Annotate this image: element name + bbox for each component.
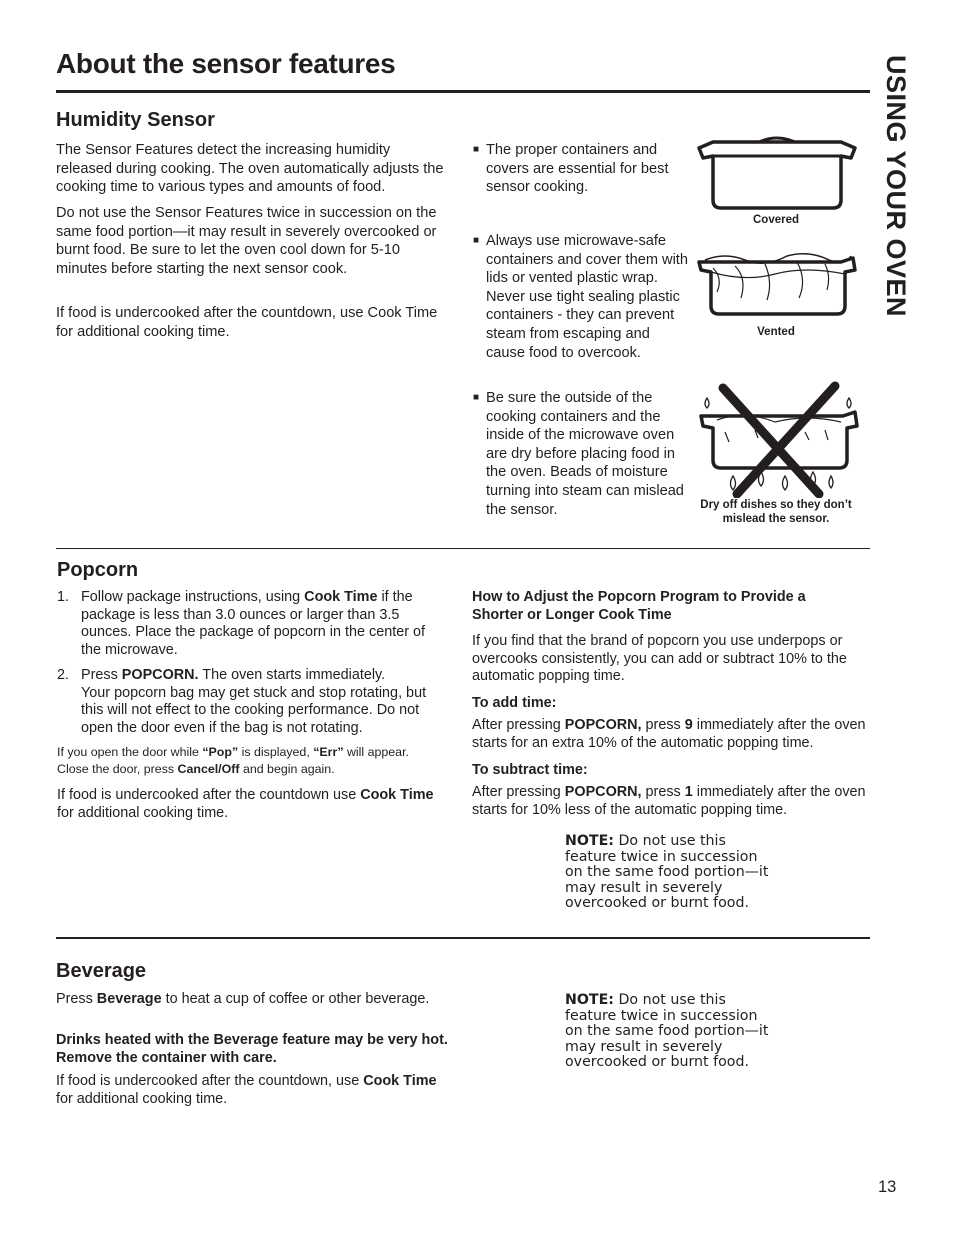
beverage-paragraph-1: [56, 991, 436, 1009]
humidity-paragraph-3: If food is undercooked after the countdown, use Cook Time for additional cooking time.: [56, 305, 438, 340]
note-text: Do not use this feature twice in succession on the same food portion—it may result in severely overcooked or burnt food.: [565, 833, 769, 912]
section-divider-2: [56, 937, 870, 939]
wet-dish-crossed-illustration: [695, 380, 860, 498]
popcorn-undercooked: [57, 787, 452, 822]
popcorn-key-label: POPCORN.: [121, 667, 199, 683]
door-note-e: will appear.: [343, 745, 409, 759]
caption-covered: Covered: [752, 214, 800, 226]
add-time-heading: To add time:: [472, 695, 557, 711]
page-title: About the sensor features: [56, 48, 396, 79]
cook-time-label: Cook Time: [304, 589, 378, 605]
popcorn-note: [565, 834, 775, 912]
err-display-label: “Err”: [313, 745, 344, 759]
adjust-paragraph: If you find that the brand of popcorn you use underpops or overcooks consistently, you can add or subtract 10% to the automatic popping time.: [472, 633, 847, 685]
beverage-p1-a: Press: [56, 991, 97, 1007]
caption-dry-dishes: [690, 498, 862, 526]
beverage-paragraph-3: [56, 1073, 446, 1108]
step-1-text-a: Follow package instructions, using: [81, 589, 305, 605]
beverage-note: [565, 993, 775, 1071]
door-note-f: Close the door, press: [57, 762, 178, 776]
step-1-number: 1.: [57, 589, 70, 605]
adjust-heading: How to Adjust the Popcorn Program to Provide a Shorter or Longer Cook Time: [472, 589, 806, 623]
pop-display-label: “Pop”: [202, 745, 239, 759]
step-2-number: 2.: [57, 667, 70, 683]
cancel-off-label: Cancel/Off: [177, 762, 240, 776]
note-text: Do not use this feature twice in succession on the same food portion—it may result in severely overcooked or burnt food.: [565, 992, 769, 1071]
page-number: 13: [878, 1178, 897, 1196]
popcorn-key-label: POPCORN,: [564, 784, 642, 800]
beverage-p1-c: to heat a cup of coffee or other beverage.: [161, 991, 430, 1007]
beverage-heading: Beverage: [56, 960, 147, 982]
beverage-p3-c: for additional cooking time.: [56, 1090, 228, 1107]
add-time-text: [472, 717, 867, 752]
humidity-heading: Humidity Sensor: [56, 109, 215, 131]
add-time-a: After pressing: [472, 717, 565, 733]
add-time-c: press: [641, 717, 685, 733]
beverage-p3-a: If food is undercooked after the countdown, use: [56, 1073, 364, 1089]
section-divider-1: [56, 548, 870, 549]
bullet-containers-text: The proper containers and covers are essential for best sensor cooking.: [486, 142, 669, 196]
humidity-paragraph-2: Do not use the Sensor Features twice in succession on the same food portion—it may result in severely overcooked or burnt food. Be sure to let the oven cool down for 5-10 minutes before starting the next sensor cook.: [56, 205, 437, 277]
bullet-square-icon: ■: [473, 235, 480, 246]
subtract-time-e: immediately after the oven starts for 10% less of the automatic popping time.: [472, 784, 866, 818]
door-note-h: and begin again.: [239, 762, 335, 776]
cook-time-label: Cook Time: [360, 787, 434, 803]
popcorn-door-note: [57, 744, 452, 778]
key-9-label: 9: [684, 717, 693, 733]
add-time-e: immediately after the oven starts for an extra 10% of the automatic popping time.: [472, 717, 866, 751]
step-1-text: [81, 589, 446, 659]
caption-dry-line-1: Dry off dishes so they don’t: [700, 499, 852, 511]
subtract-time-a: After pressing: [472, 784, 565, 800]
undercooked-c: for additional cooking time.: [57, 804, 229, 821]
popcorn-step-1: [57, 589, 452, 659]
step-2-text-a: Press: [81, 667, 122, 683]
step-2-detail: Your popcorn bag may get stuck and stop rotating, but this will not effect to the cooking performance. Do not open the door even if the bag is not rotating.: [81, 684, 427, 736]
title-rule: [56, 90, 870, 93]
popcorn-heading: Popcorn: [57, 559, 139, 581]
bullet-microwave-safe-text: Always use microwave-safe containers and cover them with lids or vented plastic wrap. Never use tight sealing plastic containers - they can prevent steam from escaping and cause food to overcook.: [486, 233, 688, 361]
bullet-square-icon: ■: [473, 144, 480, 155]
note-label: NOTE:: [565, 992, 614, 1008]
caption-vented: Vented: [757, 326, 795, 338]
step-1-text-c: if the package is less than 3.0 ounces or larger than 3.5 ounces. Place the package of popcorn in the center of the microwave.: [81, 589, 426, 658]
note-label: NOTE:: [565, 833, 614, 849]
beverage-warning: Drinks heated with the Beverage feature may be very hot. Remove the container with care.: [56, 1032, 448, 1066]
key-1-label: 1: [684, 784, 693, 800]
covered-dish-illustration: [695, 128, 860, 213]
door-note-c: is displayed,: [238, 745, 314, 759]
popcorn-key-label: POPCORN,: [564, 717, 642, 733]
vented-dish-illustration: [695, 248, 860, 320]
bullet-dry-containers-text: Be sure the outside of the cooking containers and the inside of the microwave oven are dry before placing food in the oven. Beads of moisture turning into steam can mislead the sensor.: [486, 390, 684, 518]
bullet-square-icon: ■: [473, 392, 480, 403]
cook-time-label: Cook Time: [363, 1073, 437, 1089]
subtract-time-c: press: [641, 784, 685, 800]
caption-dry-line-2: mislead the sensor.: [722, 513, 830, 525]
step-2-text: [81, 667, 446, 685]
subtract-time-heading: To subtract time:: [472, 762, 588, 778]
subtract-time-text: [472, 784, 867, 819]
step-2-text-c: The oven starts immediately.: [198, 667, 386, 683]
popcorn-step-2: [57, 667, 452, 737]
side-tab-label: USING YOUR OVEN: [881, 55, 911, 318]
undercooked-a: If food is undercooked after the countdown use: [57, 787, 361, 803]
beverage-key-label: Beverage: [96, 991, 162, 1007]
side-tab: [880, 55, 936, 355]
humidity-paragraph-1: The Sensor Features detect the increasing humidity released during cooking. The oven automatically adjusts the cooking time to various types and amounts of food.: [56, 142, 444, 196]
door-note-a: If you open the door while: [57, 745, 203, 759]
